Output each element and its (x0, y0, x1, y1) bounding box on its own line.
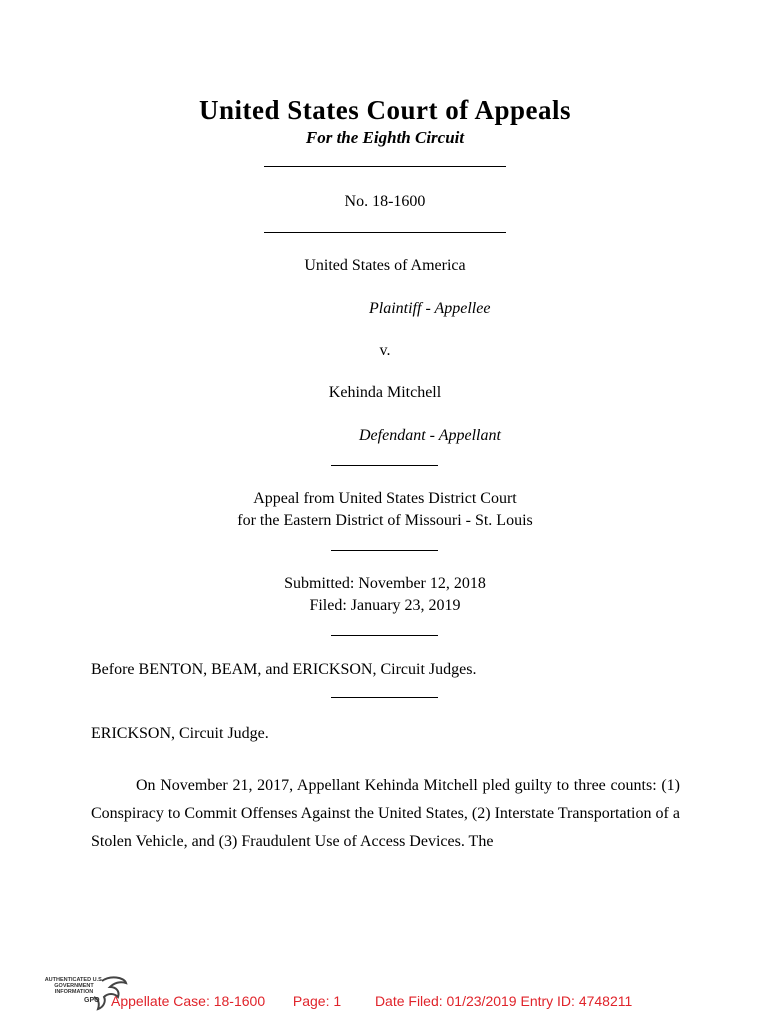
panel-judges: Before BENTON, BEAM, and ERICKSON, Circuit Judges. (91, 661, 477, 678)
footer-page: Page: 1 (292, 993, 342, 1009)
defendant-role: Defendant - Appellant (359, 427, 501, 444)
short-rule (331, 697, 438, 698)
submitted-date: Submitted: November 12, 2018 (284, 575, 486, 592)
opinion-body (91, 772, 680, 856)
gpo-label: GPO (84, 997, 100, 1004)
footer-case: Appellate Case: 18-1600 (111, 993, 266, 1009)
short-rule (331, 550, 438, 551)
opinion-author: ERICKSON, Circuit Judge. (91, 725, 269, 742)
case-number: No. 18-1600 (344, 193, 426, 210)
plaintiff-role: Plaintiff - Appellee (369, 300, 491, 317)
court-title: United States Court of Appeals (198, 95, 571, 125)
filing-footer (111, 993, 632, 1009)
versus: v. (379, 342, 391, 359)
short-rule (331, 465, 438, 466)
appeal-line-2: for the Eastern District of Missouri - St. Louis (237, 512, 533, 529)
circuit-subtitle: For the Eighth Circuit (305, 128, 465, 147)
seal-text: AUTHENTICATED U.S. GOVERNMENT INFORMATION (44, 977, 104, 995)
footer-date-entry: Date Filed: 01/23/2019 Entry ID: 4748211 (374, 993, 633, 1009)
defendant-name: Kehinda Mitchell (328, 384, 442, 401)
divider-rule (264, 166, 506, 167)
plaintiff-name: United States of America (304, 257, 466, 274)
filed-date: Filed: January 23, 2019 (309, 597, 461, 614)
short-rule (331, 635, 438, 636)
opening-paragraph: On November 21, 2017, Appellant Kehinda Mitchell pled guilty to three counts: (1) Conspiracy to Commit Offenses Against the United States, (2) Interstate Transportation of a Stolen Vehicle, and (3) Fraudulent Use of Access Devices. The (91, 777, 680, 850)
appeal-line-1: Appeal from United States District Court (253, 490, 517, 507)
divider-rule (264, 232, 506, 233)
